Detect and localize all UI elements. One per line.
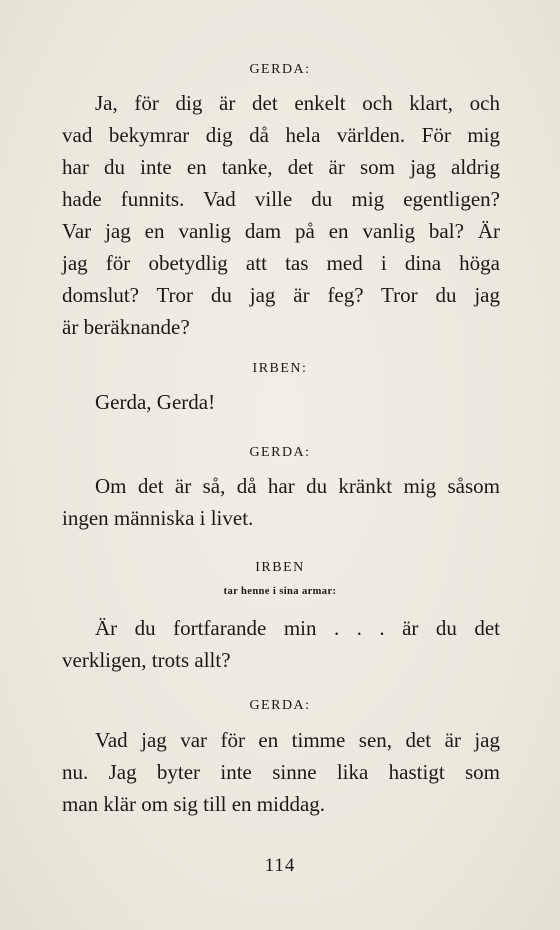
- text-line: Är du fortfarande min . . . är du det: [95, 616, 500, 640]
- speaker-name: GERDA:: [249, 445, 311, 460]
- text-line: Ja, för dig är det enkelt och klart, och: [95, 91, 500, 115]
- speaker-name: IRBEN:: [252, 361, 308, 376]
- page-number: 114: [264, 855, 296, 876]
- speaker-name: GERDA:: [249, 698, 311, 713]
- text-line: domslut? Tror du jag är feg? Tror du jag: [62, 283, 500, 307]
- text-line: vad bekymrar dig då hela världen. För mig: [62, 123, 500, 147]
- text-line: nu. Jag byter inte sinne lika hastigt som: [62, 760, 500, 784]
- text-line: verkligen, trots allt?: [62, 648, 231, 672]
- text-line: Var jag en vanlig dam på en vanlig bal? Är: [62, 219, 500, 243]
- text-line: Om det är så, då har du kränkt mig såsom: [95, 474, 500, 498]
- text-line: man klär om sig till en middag.: [62, 792, 326, 816]
- text-line: är beräknande?: [62, 315, 190, 339]
- text-line: har du inte en tanke, det är som jag aldrig: [62, 155, 500, 179]
- text-line: ingen människa i livet.: [62, 506, 254, 530]
- speaker-name: IRBEN: [255, 560, 305, 575]
- text-line: jag för obetydlig att tas med i dina höga: [62, 251, 500, 275]
- text-line: Vad jag var för en timme sen, det är jag: [95, 728, 500, 752]
- speaker-name: GERDA:: [249, 62, 311, 77]
- text-line: hade funnits. Vad ville du mig egentligen?: [62, 187, 500, 211]
- stage-direction: tar henne i sina armar:: [223, 586, 337, 597]
- text-line: Gerda, Gerda!: [95, 390, 216, 414]
